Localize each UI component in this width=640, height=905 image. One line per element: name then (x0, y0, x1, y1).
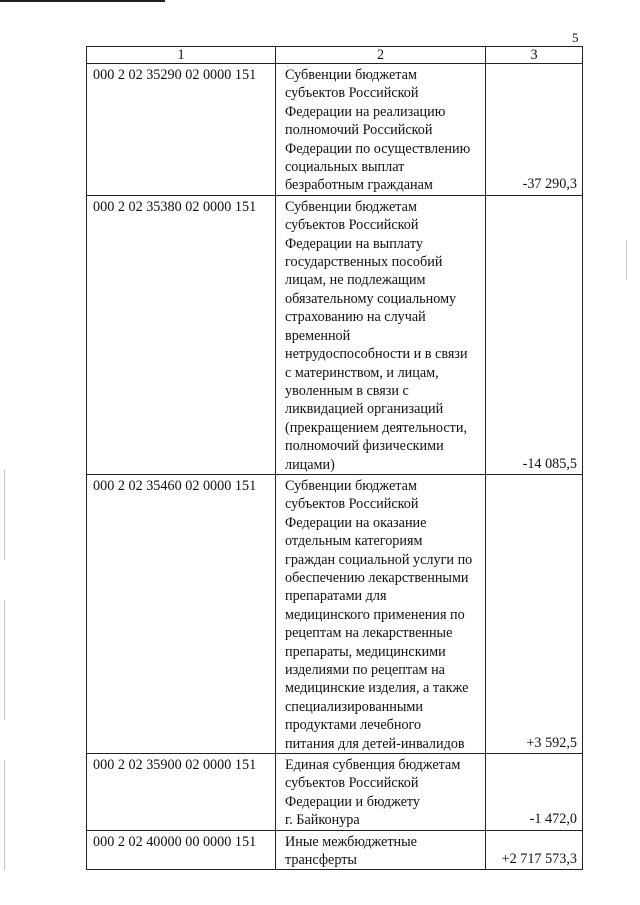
description-line: отдельным категориям (285, 533, 423, 550)
description-line: трансферты (285, 852, 357, 869)
page-number: 5 (572, 30, 579, 45)
description-line: питания для детей-инвалидов (285, 735, 465, 752)
description-line: безработным гражданам (285, 177, 433, 194)
description-line: препаратами для (285, 588, 387, 605)
description-line: Единая субвенция бюджетам (285, 757, 461, 774)
code-cell: 000 2 02 35460 02 0000 151 (87, 474, 276, 753)
column-header: 3 (486, 47, 583, 64)
description-line: государственных пособий (285, 254, 443, 271)
header-row (87, 47, 583, 64)
description-line: медицинские изделия, а также (285, 680, 469, 697)
table-row (87, 474, 583, 753)
description-line: субъектов Российской (285, 85, 419, 102)
table-row (87, 64, 583, 196)
amount-cell: -37 290,3 (486, 64, 583, 196)
amount-cell: +3 592,5 (486, 474, 583, 753)
code-cell: 000 2 02 35380 02 0000 151 (87, 195, 276, 474)
description-line: нетрудоспособности и в связи (285, 346, 468, 363)
description-line: обеспечению лекарственными (285, 569, 469, 586)
description-line: препараты, медицинскими (285, 643, 446, 660)
description-cell (276, 64, 486, 196)
description-line: обязательному социальному (285, 290, 457, 307)
description-cell (276, 830, 486, 870)
amount-cell: -1 472,0 (486, 754, 583, 831)
table-row (87, 830, 583, 870)
description-line: Федерации на реализацию (285, 103, 446, 120)
code-cell: 000 2 02 35290 02 0000 151 (87, 64, 276, 196)
description-line: Федерации и бюджету (285, 793, 421, 810)
description-line: субъектов Российской (285, 217, 419, 234)
scan-edge-mark (4, 600, 5, 720)
description-line: медицинского применения по (285, 606, 465, 623)
description-line: специализированными (285, 698, 423, 715)
description-cell (276, 195, 486, 474)
table-row (87, 754, 583, 831)
description-line: граждан социальной услуги по (285, 551, 473, 568)
description-line: Федерации по осуществлению (285, 140, 471, 157)
description-line: ликвидацией организаций (285, 401, 444, 418)
amount-cell: -14 085,5 (486, 195, 583, 474)
top-rule (0, 0, 165, 2)
description-line: Субвенции бюджетам (285, 198, 417, 215)
description-line: лицами) (285, 456, 335, 473)
description-line: Субвенции бюджетам (285, 477, 417, 494)
description-line: рецептам на лекарственные (285, 625, 453, 642)
description-line: Федерации на выплату (285, 235, 423, 252)
description-line: полномочий физическими (285, 438, 444, 455)
table-body (87, 64, 583, 870)
table-row (87, 195, 583, 474)
amount-cell: +2 717 573,3 (486, 830, 583, 870)
description-line: лицам, не подлежащим (285, 272, 426, 289)
description-line: изделиями по рецептам на (285, 662, 445, 678)
column-header: 2 (276, 47, 486, 64)
description-line: Иные межбюджетные (285, 833, 417, 850)
description-line: социальных выплат (285, 159, 405, 176)
scan-edge-mark (4, 470, 5, 560)
description-line: субъектов Российской (285, 775, 419, 792)
description-line: с материнством, и лицам, (285, 364, 439, 381)
code-cell: 000 2 02 35900 02 0000 151 (87, 754, 276, 831)
description-line: Федерации на оказание (285, 514, 427, 531)
code-cell: 000 2 02 40000 00 0000 151 (87, 830, 276, 870)
description-line: г. Байконура (285, 812, 360, 829)
description-line: полномочий Российской (285, 122, 433, 139)
scan-edge-mark (4, 760, 5, 870)
description-cell (276, 474, 486, 753)
scan-edge-mark (626, 240, 627, 280)
description-line: уволенным в связи с (285, 382, 409, 399)
description-line: временной (285, 327, 351, 344)
description-line: продуктами лечебного (285, 717, 422, 734)
description-cell (276, 754, 486, 831)
description-line: Субвенции бюджетам (285, 67, 417, 83)
description-line: субъектов Российской (285, 496, 419, 513)
column-header: 1 (87, 47, 276, 64)
description-line: страхованию на случай (285, 309, 426, 326)
description-line: (прекращением деятельности, (285, 419, 467, 436)
budget-table (86, 46, 583, 870)
